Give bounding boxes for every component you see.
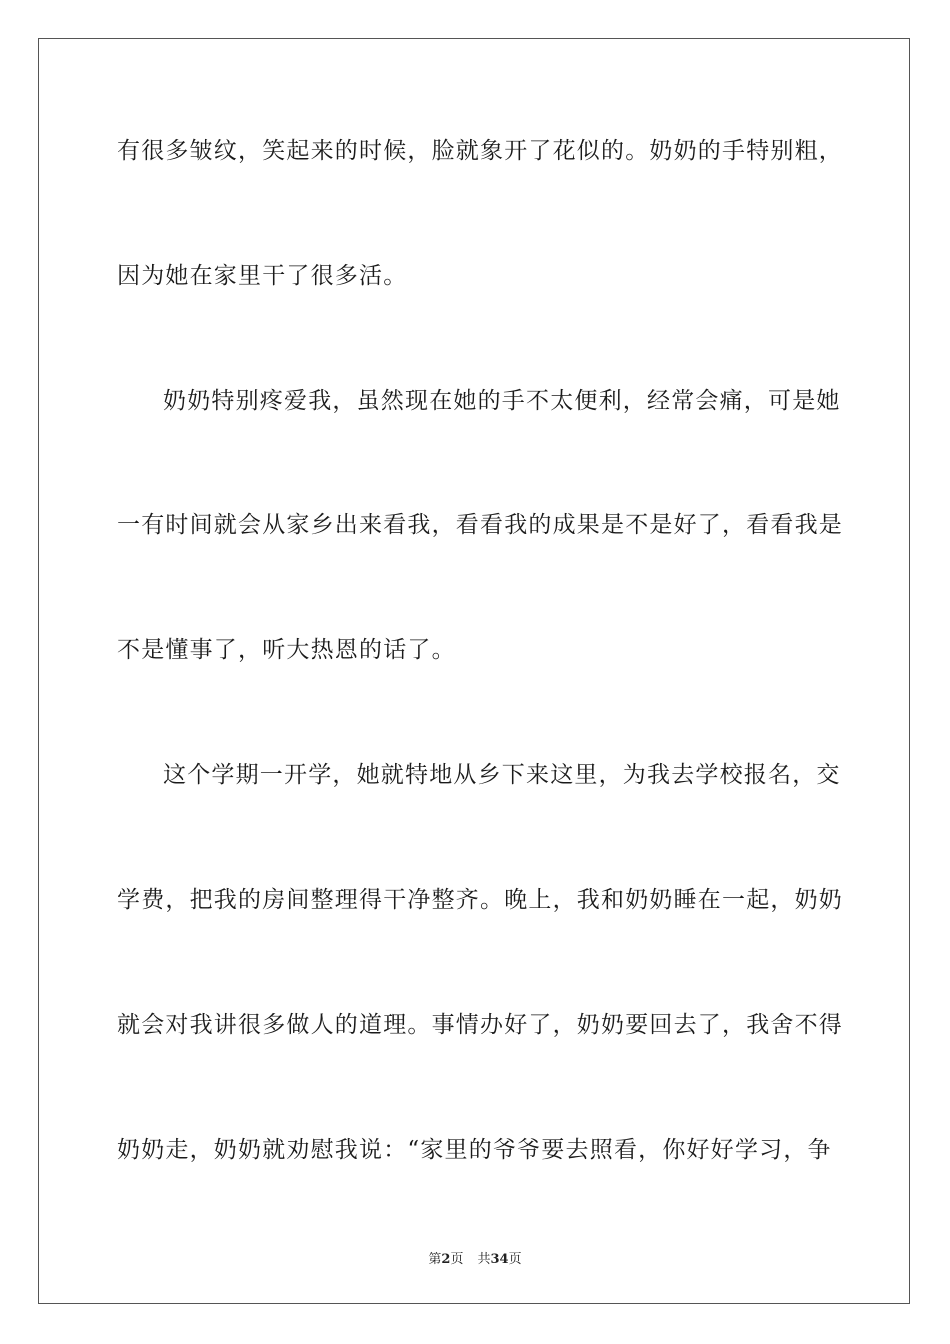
footer-total-suffix: 页 [508, 1252, 522, 1267]
text-line-1: 有很多皱纹，笑起来的时候，脸就象开了花似的。奶奶的手特别粗， [117, 138, 843, 164]
footer-page-suffix: 页 [450, 1252, 464, 1267]
footer-total-pages: 34 [490, 1252, 509, 1267]
page-footer [0, 1248, 950, 1267]
text-line-6: 这个学期一开学，她就特地从乡下来这里，为我去学校报名，交 [163, 762, 841, 788]
page-border [38, 38, 910, 1304]
text-line-7: 学费，把我的房间整理得干净整齐。晚上，我和奶奶睡在一起，奶奶 [117, 887, 843, 913]
text-line-4: 一有时间就会从家乡出来看我，看看我的成果是不是好了，看看我是 [117, 512, 843, 538]
text-line-8: 就会对我讲很多做人的道理。事情办好了，奶奶要回去了，我舍不得 [117, 1012, 843, 1038]
footer-total-prefix: 共 [477, 1252, 491, 1267]
text-line-2: 因为她在家里干了很多活。 [117, 263, 408, 289]
footer-page-prefix: 第 [428, 1252, 442, 1267]
text-line-3: 奶奶特别疼爱我，虽然现在她的手不太便利，经常会痛，可是她 [163, 388, 841, 414]
text-line-9: 奶奶走，奶奶就劝慰我说：“家里的爷爷要去照看，你好好学习，争 [117, 1137, 832, 1163]
text-line-5: 不是懂事了，听大热恩的话了。 [117, 637, 456, 663]
footer-page-number: 2 [441, 1252, 451, 1267]
